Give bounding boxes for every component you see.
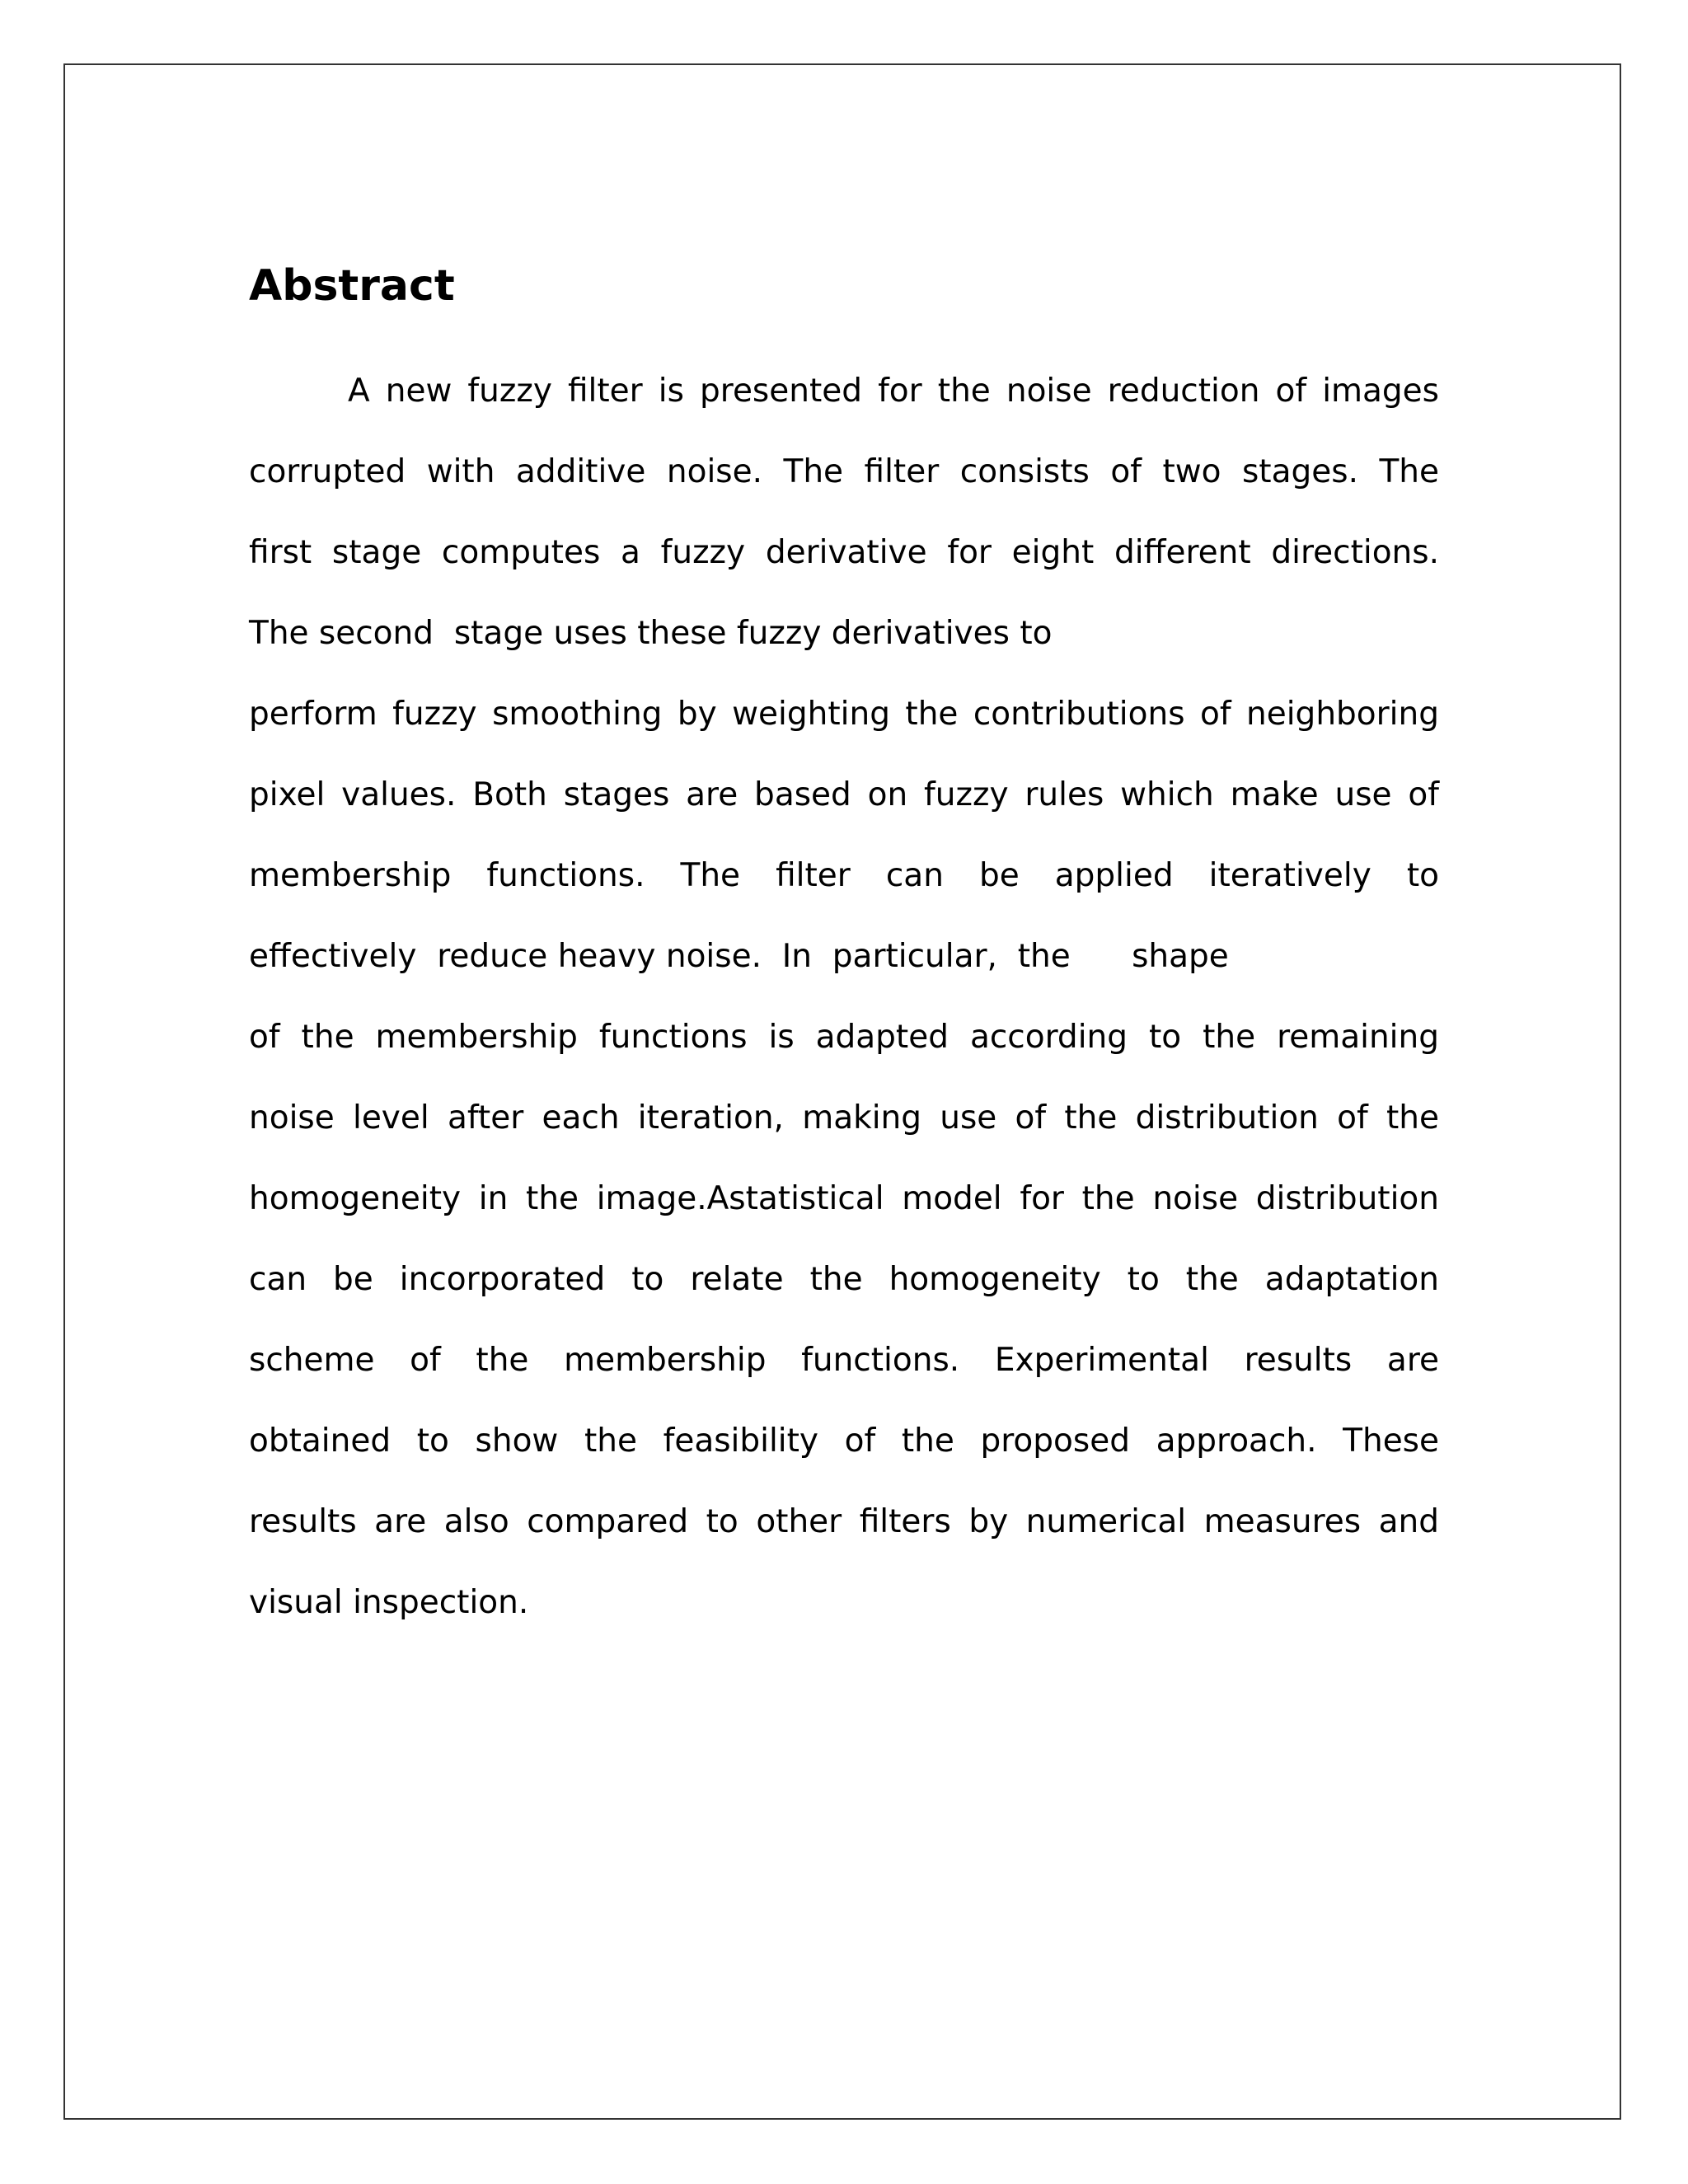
abstract-line-10: noise level after each iteration, making use of the distribution of the: [249, 1099, 1439, 1137]
abstract-line-15: results are also compared to other filters by numerical measures and: [249, 1503, 1439, 1540]
abstract-line-8: effectively reduce heavy noise. In particular, the shape: [249, 938, 1229, 975]
abstract-line-9: of the membership functions is adapted according to the remaining: [249, 1019, 1439, 1056]
abstract-line-7: membership functions. The filter can be applied iteratively to: [249, 857, 1439, 894]
abstract-line-1: A new fuzzy filter is presented for the noise reduction of images: [348, 373, 1439, 410]
abstract-line-4: The second stage uses these fuzzy derivatives to: [249, 615, 1053, 652]
abstract-line-11: homogeneity in the image.Astatistical model for the noise distribution: [249, 1180, 1439, 1217]
abstract-heading: Abstract: [249, 261, 455, 311]
abstract-line-5: perform fuzzy smoothing by weighting the contributions of neighboring: [249, 696, 1439, 733]
abstract-line-12: can be incorporated to relate the homogeneity to the adaptation: [249, 1261, 1439, 1298]
abstract-line-14: obtained to show the feasibility of the proposed approach. These: [249, 1422, 1439, 1460]
abstract-line-6: pixel values. Both stages are based on fuzzy rules which make use of: [249, 776, 1439, 813]
abstract-line-16: visual inspection.: [249, 1584, 529, 1621]
abstract-line-3: first stage computes a fuzzy derivative for eight different directions.: [249, 534, 1439, 571]
abstract-line-2: corrupted with additive noise. The filter consists of two stages. The: [249, 453, 1439, 490]
abstract-section: [249, 255, 1439, 1643]
abstract-line-13: scheme of the membership functions. Experimental results are: [249, 1342, 1439, 1379]
